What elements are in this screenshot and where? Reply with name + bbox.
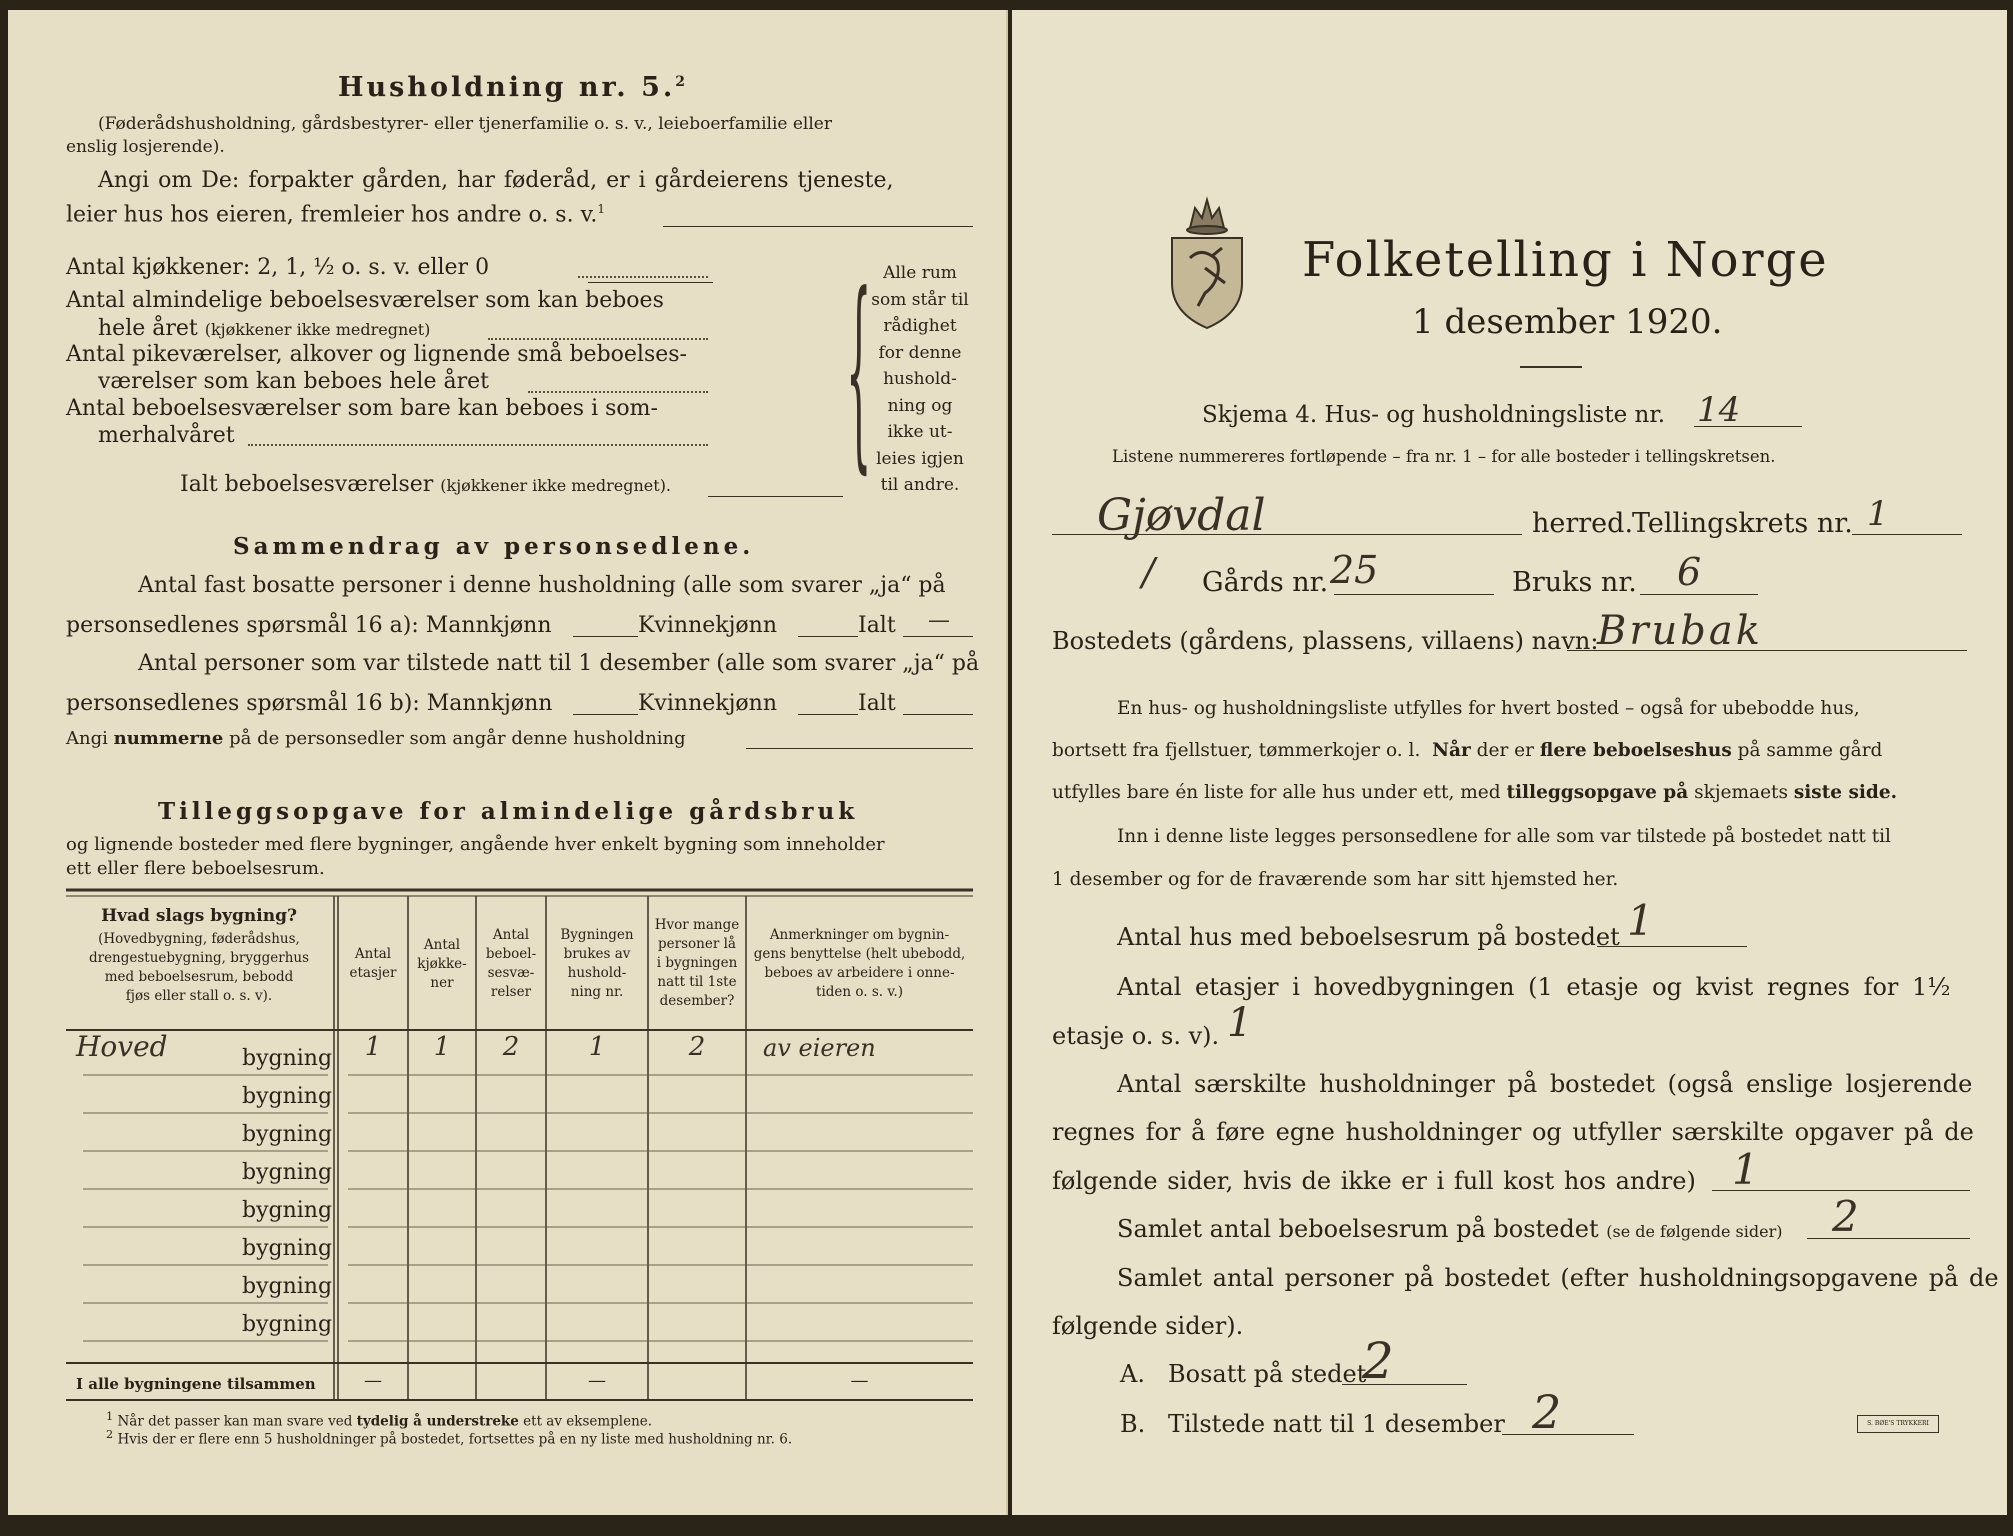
angi-nummerne: Angi nummerne på de personsedler som angår denne husholdning — [66, 728, 686, 749]
col-header-vaerelser — [476, 926, 546, 1002]
nummerne-line — [746, 748, 973, 749]
a-text: Bosatt på stedet — [1168, 1360, 1367, 1388]
a-value: 2 — [1362, 1332, 1394, 1390]
instr-4: Inn i denne liste legges personsedlene for alle som var tilstede på bostedet natt til — [1117, 826, 1891, 847]
right-page — [1012, 10, 2007, 1515]
row1-vaerelser: 2 — [502, 1032, 520, 1062]
kvinne-label-1: Kvinnekjønn — [638, 613, 777, 638]
col6-line-3: tiden o. s. v.) — [816, 984, 903, 1000]
col2-line-0: Antal — [423, 937, 461, 953]
col6-line-2: beboes av arbeidere i onne- — [764, 965, 955, 981]
b-text: Tilstede natt til 1 desember — [1168, 1410, 1505, 1438]
col3-line-2: sesvæ- — [487, 965, 535, 981]
bruks-line — [1640, 594, 1758, 595]
sammendrag-p1-line1: Antal fast bosatte personer i denne husholdning (alle som svarer „ja“ på — [138, 573, 946, 598]
ialt-line-1 — [903, 636, 973, 637]
col5-line-2: i bygningen — [656, 955, 738, 971]
row-label-bygning-5: bygning — [242, 1198, 333, 1223]
col-header-etasjer — [338, 945, 408, 983]
col0-sub-line-3: fjøs eller stall o. s. v). — [125, 988, 273, 1004]
kvinne-line-1 — [798, 636, 858, 637]
kjokkener-label: Antal kjøkkener: 2, 1, ½ o. s. v. eller 0 — [66, 255, 490, 280]
col-header-anmerkninger — [746, 926, 973, 1002]
sarskilte-3: følgende sider, hvis de ikke er i full kost hos andre) — [1052, 1167, 1696, 1195]
col-header-type: Hvad slags bygning? — [101, 906, 297, 926]
left-page — [8, 10, 1008, 1515]
rooms-note-line-1: som står til — [871, 289, 969, 310]
herred-label: herred. — [1532, 508, 1634, 539]
col-header-personer — [648, 916, 746, 1011]
ialt-line-2 — [903, 714, 973, 715]
b-value: 2 — [1532, 1385, 1562, 1439]
row-label-bygning-1: bygning — [242, 1046, 333, 1071]
alm-label-1: Antal almindelige beboelsesværelser som kan beboes — [66, 288, 664, 313]
mann-line-1 — [573, 636, 638, 637]
ialt-rooms-label: Ialt beboelsesværelser (kjøkkener ikke medregnet). — [180, 472, 672, 497]
row1-husholdning: 1 — [588, 1032, 606, 1062]
col6-line-0: Anmerkninger om bygnin- — [769, 927, 950, 943]
sammendrag-p1-line2: personsedlenes spørsmål 16 a): Mannkjønn — [66, 613, 552, 638]
row-label-bygning-4: bygning — [242, 1160, 333, 1185]
col4-line-0: Bygningen — [560, 927, 634, 943]
col-header-type-sub — [68, 930, 330, 1006]
title-rule — [1520, 366, 1582, 368]
row1-anmerkning: av eieren — [763, 1034, 876, 1062]
kvinne-line-2 — [798, 714, 858, 715]
col5-line-0: Hvor mange — [654, 917, 740, 933]
col0-sub-line-0: (Hovedbygning, føderådshus, — [98, 931, 300, 947]
tillegg-sub-1: og lignende bosteder med flere bygninger, angående hver enkelt bygning som inneholder — [66, 834, 885, 855]
kjokkener-dots — [578, 276, 708, 278]
col-header-husholdning — [546, 926, 648, 1002]
col2-line-2: ner — [430, 975, 454, 991]
col1-line-1: etasjer — [349, 965, 397, 981]
samlet-pers-1: Samlet antal personer på bostedet (efter husholdningsopgavene på de — [1117, 1264, 1999, 1292]
alm-label-2: hele året (kjøkkener ikke medregnet) — [98, 316, 431, 341]
col1-line-0: Antal — [354, 946, 392, 962]
rooms-note-line-2: rådighet — [883, 316, 957, 336]
footnote-2: $^2$ Hvis der er flere enn 5 husholdninger på bostedet, fortsettes på en ny liste med husholdning nr. 6. — [106, 1428, 793, 1448]
gards-value: 25 — [1330, 548, 1379, 592]
herred-value: Gjøvdal — [1097, 490, 1266, 541]
household-subtitle-2: enslig losjerende). — [66, 137, 225, 157]
herred-line — [1052, 534, 1522, 535]
row-label-bygning-3: bygning — [242, 1122, 333, 1147]
pike-dots — [528, 391, 708, 393]
som-label-1: Antal beboelsesværelser som bare kan beboes i som- — [66, 396, 658, 421]
row-label-bygning-8: bygning — [242, 1312, 333, 1337]
som-label-2: merhalvåret — [98, 423, 235, 448]
bosted-label: Bostedets (gårdens, plassens, villaens) navn: — [1052, 627, 1599, 655]
census-title: Folketelling i Norge — [1302, 232, 1829, 288]
hus-label: Antal hus med beboelsesrum på bostedet — [1117, 923, 1620, 951]
som-dots — [248, 444, 708, 446]
bruks-value: 6 — [1677, 550, 1702, 594]
rooms-note-line-4: hushold- — [883, 369, 957, 389]
pike-label-2: værelser som kan beboes hele året — [98, 369, 489, 394]
alm-dots — [488, 338, 708, 340]
col-header-kjokkener — [408, 936, 476, 993]
hus-value: 1 — [1627, 896, 1654, 945]
total-anmerk: — — [850, 1370, 869, 1391]
etasjer-label-1: Antal etasjer i hovedbygningen (1 etasje og kvist regnes for 1½ — [1117, 973, 1951, 1001]
tillegg-sub-2: ett eller flere beboelsesrum. — [66, 858, 325, 879]
row1-kjokkener: 1 — [433, 1032, 451, 1062]
rooms-note-line-5: ning og — [887, 395, 953, 416]
row-label-bygning-7: bygning — [242, 1274, 333, 1299]
col6-line-1: gens benyttelse (helt ubebodd, — [753, 946, 966, 962]
row-label-bygning-2: bygning — [242, 1084, 333, 1109]
gards-label: Gårds nr. — [1202, 567, 1329, 598]
col4-line-1: brukes av — [563, 946, 631, 962]
listene-text: Listene nummereres fortløpende – fra nr. 1 – for alle bosteder i tellingskretsen. — [1112, 447, 1776, 466]
col5-line-4: desember? — [659, 993, 735, 1009]
coat-of-arms-icon — [1160, 188, 1255, 333]
sarskilte-line — [1712, 1190, 1970, 1191]
col4-line-3: ning nr. — [570, 984, 624, 1000]
ialt-label-2: Ialt — [858, 691, 896, 716]
skjema-value: 14 — [1697, 390, 1741, 430]
col3-line-1: beboel- — [485, 946, 537, 962]
samlet-rom-label: Samlet antal beboelsesrum på bostedet (se de følgende sider) — [1117, 1215, 1783, 1243]
brace: { — [846, 255, 872, 495]
bosted-value: Brubak — [1597, 608, 1763, 654]
rooms-note-line-7: leies igjen — [876, 448, 964, 469]
total-label: I alle bygningene tilsammen — [76, 1375, 316, 1393]
row-label-bygning-6: bygning — [242, 1236, 333, 1261]
a-line — [1342, 1384, 1467, 1385]
kjokkener-line — [588, 282, 713, 283]
ialt-value-1: — — [928, 608, 950, 633]
col2-line-1: kjøkke- — [417, 956, 467, 972]
tellingskrets-value: 1 — [1867, 494, 1889, 534]
b-line — [1502, 1434, 1634, 1435]
etasjer-value: 1 — [1227, 1000, 1253, 1046]
col5-line-3: natt til 1ste — [657, 974, 737, 990]
rooms-note-line-8: til andre. — [880, 475, 960, 495]
total-etasjer: — — [364, 1370, 382, 1391]
angi-answer-line — [663, 226, 973, 227]
angi-line-1: Angi om De: forpakter gården, har føderåd, er i gårdeierens tjeneste, — [98, 168, 894, 193]
samlet-rom-line — [1807, 1238, 1970, 1239]
angi-line-2: leier hus hos eieren, fremleier hos andre o. s. v.$^1$ — [66, 202, 606, 228]
col0-sub-line-1: drengestuebygning, bryggerhus — [88, 950, 310, 966]
b-label: B. — [1120, 1410, 1146, 1438]
rooms-note-line-6: ikke ut- — [887, 422, 953, 442]
sammendrag-p2-line1: Antal personer som var tilstede natt til 1 desember (alle som svarer „ja“ på — [138, 651, 980, 676]
instr-2: bortsett fra fjellstuer, tømmerkojer o. l. Når der er flere beboelseshus på samme gård — [1052, 740, 1883, 761]
samlet-pers-2: følgende sider). — [1052, 1312, 1244, 1340]
rooms-note-line-3: for denne — [878, 342, 962, 363]
household-subtitle: (Føderådshusholdning, gårdsbestyrer- eller tjenerfamilie o. s. v., leieboerfamilie eller — [98, 114, 832, 134]
bruks-label: Bruks nr. — [1512, 567, 1637, 598]
footnote-1: $^1$ Når det passer kan man svare ved tydelig å understreke ett av eksemplene. — [106, 1410, 653, 1430]
total-husholdning: — — [588, 1370, 606, 1391]
rooms-note — [870, 260, 970, 499]
tellingskrets-label: Tellingskrets nr. — [1632, 508, 1853, 539]
sarskilte-2: regnes for å føre egne husholdninger og utfyller særskilte opgaver på de — [1052, 1118, 1974, 1146]
instr-5: 1 desember og for de fraværende som har sitt hjemsted her. — [1052, 869, 1619, 890]
sammendrag-heading: Sammendrag av personsedlene. — [233, 533, 755, 560]
kvinne-label-2: Kvinnekjønn — [638, 691, 777, 716]
samlet-rom-value: 2 — [1832, 1192, 1859, 1241]
col3-line-3: relser — [490, 984, 532, 1000]
ialt-label-1: Ialt — [858, 613, 896, 638]
census-date: 1 desember 1920. — [1412, 302, 1723, 342]
mann-line-2 — [573, 714, 638, 715]
hus-line — [1597, 946, 1747, 947]
pike-label-1: Antal pikeværelser, alkover og lignende små beboelses- — [66, 342, 687, 367]
col5-line-1: personer lå — [658, 936, 736, 952]
instr-1: En hus- og husholdningsliste utfylles for hvert bosted – også for ubebodde hus, — [1117, 698, 1860, 719]
bosted-line — [1567, 650, 1967, 651]
row1-etasjer: 1 — [364, 1032, 382, 1062]
col4-line-2: hushold- — [567, 965, 627, 981]
col0-sub-line-2: med beboelsesrum, bebodd — [104, 969, 294, 985]
stray-mark: / — [1142, 550, 1155, 594]
row1-personer: 2 — [688, 1032, 706, 1062]
sammendrag-p2-line2: personsedlenes spørsmål 16 b): Mannkjønn — [66, 691, 553, 716]
instr-3: utfylles bare én liste for alle hus under ett, med tilleggsopgave på skjemaets siste side. — [1052, 782, 1898, 803]
sarskilte-value: 1 — [1732, 1145, 1759, 1194]
household-title: Husholdning nr. 5.$^2$ — [338, 72, 689, 103]
sarskilte-1: Antal særskilte husholdninger på bostedet (også enslige losjerende — [1117, 1070, 1973, 1098]
row1-type-value: Hoved — [76, 1030, 168, 1063]
rooms-note-line-0: Alle rum — [883, 263, 957, 283]
col3-line-0: Antal — [492, 927, 530, 943]
skjema-label: Skjema 4. Hus- og husholdningsliste nr. — [1202, 402, 1666, 428]
etasjer-label-2: etasje o. s. v). — [1052, 1022, 1220, 1050]
ialt-rooms-line — [708, 496, 843, 497]
tillegg-heading: Tilleggsopgave for almindelige gårdsbruk — [158, 798, 859, 825]
a-label: A. — [1120, 1360, 1145, 1388]
tellingskrets-line — [1852, 534, 1962, 535]
printer-stamp: S. BØE'S TRYKKERI — [1857, 1415, 1939, 1433]
gards-line — [1334, 594, 1494, 595]
skjema-line — [1694, 426, 1802, 427]
